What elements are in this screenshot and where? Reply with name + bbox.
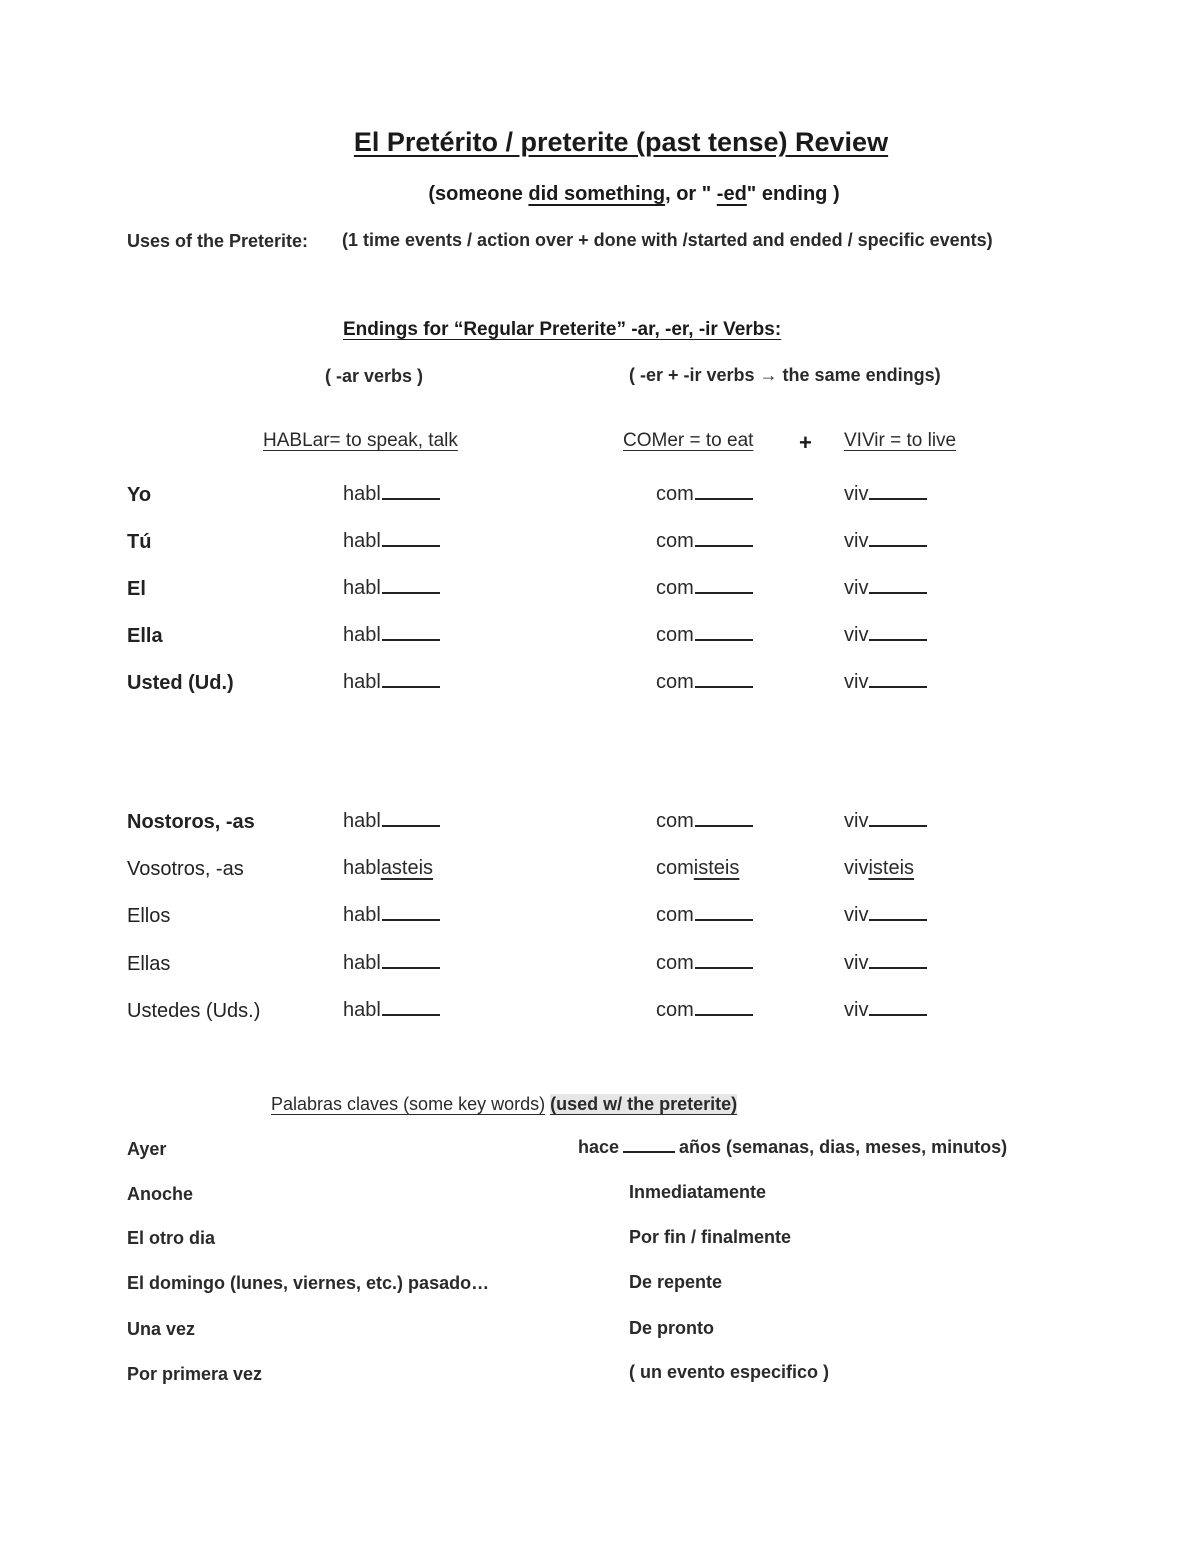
- stem-ir: viv: [844, 952, 869, 974]
- stem-er: com: [656, 999, 694, 1021]
- stem-ar: habl: [343, 530, 381, 552]
- hablar-ellas: [343, 952, 440, 975]
- answer-blank[interactable]: [382, 966, 440, 969]
- comer-yo: [656, 483, 753, 506]
- comer-ellos: [656, 904, 753, 927]
- answer-blank[interactable]: [869, 638, 927, 641]
- er-ir-note: ( -er + -ir verbs → the same endings): [629, 365, 941, 385]
- uses-text: (1 time events / action over + done with /started and ended / specific events): [342, 230, 993, 250]
- subtitle-prefix: (someone: [428, 183, 529, 205]
- hablar-el: [343, 577, 440, 600]
- pronoun-yo: Yo: [127, 484, 152, 506]
- keyword-left: Anoche: [127, 1184, 194, 1204]
- keyword-right: Por fin / finalmente: [629, 1227, 792, 1247]
- stem-er: com: [656, 857, 694, 879]
- answer-blank[interactable]: [382, 591, 440, 594]
- stem-ar: habl: [343, 483, 381, 505]
- stem-er: com: [656, 530, 694, 552]
- ending-ir: isteis: [868, 857, 915, 879]
- vivir-el: [844, 577, 927, 600]
- pronoun-usted: Usted (Ud.): [127, 672, 234, 694]
- ending-ar: asteis: [380, 857, 434, 879]
- stem-ar: habl: [343, 577, 381, 599]
- vivir-ellas: [844, 952, 927, 975]
- endings-heading: Endings for “Regular Preterite” -ar, -er, -ir Verbs:: [343, 319, 782, 340]
- keyword-right: Inmediatamente: [629, 1182, 767, 1202]
- stem-ar: habl: [343, 999, 381, 1021]
- page-title: El Pretérito / preterite (past tense) Review: [353, 127, 889, 157]
- keyword-left: Por primera vez: [127, 1364, 263, 1384]
- stem-ir: viv: [844, 624, 869, 646]
- answer-blank[interactable]: [382, 918, 440, 921]
- comer-nosotros: [656, 810, 753, 833]
- keywords-heading-text: Palabras claves (some key words): [271, 1094, 546, 1114]
- answer-blank[interactable]: [869, 685, 927, 688]
- keyword-left: Ayer: [127, 1139, 167, 1159]
- comer-heading: COMer = to eat: [623, 430, 754, 451]
- ar-note: ( -ar verbs ): [325, 366, 424, 386]
- hace-suffix: años (semanas, dias, meses, minutos): [679, 1137, 1008, 1157]
- ending-er: isteis: [693, 857, 740, 879]
- plus-sign: +: [799, 430, 812, 455]
- vivir-yo: [844, 483, 927, 506]
- hace-blank[interactable]: [623, 1150, 675, 1153]
- answer-blank[interactable]: [869, 918, 927, 921]
- vivir-heading: VIVir = to live: [844, 430, 957, 451]
- stem-ir: viv: [844, 999, 869, 1021]
- answer-blank[interactable]: [695, 497, 753, 500]
- stem-er: com: [656, 577, 694, 599]
- stem-ir: viv: [844, 671, 869, 693]
- subtitle-ed: -ed: [716, 183, 747, 205]
- stem-er: com: [656, 810, 694, 832]
- vivir-ellos: [844, 904, 927, 927]
- answer-blank[interactable]: [695, 544, 753, 547]
- pronoun-ella: Ella: [127, 625, 163, 647]
- keyword-right: ( un evento especifico ): [629, 1362, 830, 1382]
- answer-blank[interactable]: [695, 824, 753, 827]
- comer-el: [656, 577, 753, 600]
- stem-ir: viv: [844, 577, 869, 599]
- answer-blank[interactable]: [695, 591, 753, 594]
- pronoun-ellas: Ellas: [127, 953, 171, 975]
- answer-blank[interactable]: [869, 966, 927, 969]
- subtitle-middle: , or ": [665, 183, 717, 205]
- pronoun-nosotros: Nostoros, -as: [127, 811, 255, 833]
- answer-blank[interactable]: [382, 685, 440, 688]
- stem-er: com: [656, 624, 694, 646]
- vivir-vosotros: [844, 857, 914, 880]
- hablar-usted: [343, 671, 440, 694]
- stem-ar: habl: [343, 857, 381, 879]
- keyword-left: El otro dia: [127, 1228, 216, 1248]
- answer-blank[interactable]: [695, 685, 753, 688]
- comer-vosotros: [656, 857, 739, 880]
- answer-blank[interactable]: [695, 638, 753, 641]
- pronoun-ustedes: Ustedes (Uds.): [127, 1000, 261, 1022]
- answer-blank[interactable]: [695, 966, 753, 969]
- stem-ar: habl: [343, 810, 381, 832]
- vivir-tu: [844, 530, 927, 553]
- keywords-heading-highlight: (used w/ the preterite): [550, 1094, 738, 1114]
- hablar-yo: [343, 483, 440, 506]
- comer-ustedes: [656, 999, 753, 1022]
- keywords-heading: [271, 1094, 737, 1115]
- hablar-nosotros: [343, 810, 440, 833]
- comer-tu: [656, 530, 753, 553]
- stem-er: com: [656, 483, 694, 505]
- stem-er: com: [656, 952, 694, 974]
- answer-blank[interactable]: [382, 1013, 440, 1016]
- stem-ir: viv: [844, 530, 869, 552]
- comer-ella: [656, 624, 753, 647]
- vivir-nosotros: [844, 810, 927, 833]
- comer-usted: [656, 671, 753, 694]
- keyword-right: De repente: [629, 1272, 723, 1292]
- stem-ar: habl: [343, 624, 381, 646]
- hablar-ella: [343, 624, 440, 647]
- answer-blank[interactable]: [695, 1013, 753, 1016]
- answer-blank[interactable]: [869, 1013, 927, 1016]
- keyword-hace: [578, 1137, 1007, 1158]
- answer-blank[interactable]: [869, 824, 927, 827]
- subtitle-underlined: did something: [528, 183, 666, 205]
- answer-blank[interactable]: [869, 591, 927, 594]
- keyword-left: Una vez: [127, 1319, 196, 1339]
- answer-blank[interactable]: [869, 497, 927, 500]
- vivir-usted: [844, 671, 927, 694]
- answer-blank[interactable]: [869, 544, 927, 547]
- keyword-left: El domingo (lunes, viernes, etc.) pasado…: [127, 1273, 490, 1293]
- answer-blank[interactable]: [382, 544, 440, 547]
- stem-ar: habl: [343, 952, 381, 974]
- stem-er: com: [656, 904, 694, 926]
- keyword-right: De pronto: [629, 1318, 714, 1338]
- stem-ar: habl: [343, 904, 381, 926]
- pronoun-el: El: [127, 578, 146, 600]
- stem-ir: viv: [844, 483, 869, 505]
- hace-text: hace: [578, 1137, 620, 1157]
- stem-ir: viv: [844, 904, 869, 926]
- comer-ellas: [656, 952, 753, 975]
- hablar-ustedes: [343, 999, 440, 1022]
- pronoun-tu: Tú: [127, 531, 152, 553]
- hablar-vosotros: [343, 857, 433, 880]
- uses-label: Uses of the Preterite:: [127, 231, 309, 251]
- hablar-ellos: [343, 904, 440, 927]
- pronoun-ellos: Ellos: [127, 905, 171, 927]
- stem-er: com: [656, 671, 694, 693]
- subtitle: [0, 183, 1200, 206]
- vivir-ustedes: [844, 999, 927, 1022]
- answer-blank[interactable]: [382, 824, 440, 827]
- vivir-ella: [844, 624, 927, 647]
- subtitle-suffix: " ending ): [746, 183, 840, 205]
- answer-blank[interactable]: [382, 497, 440, 500]
- pronoun-vosotros: Vosotros, -as: [127, 858, 244, 880]
- answer-blank[interactable]: [695, 918, 753, 921]
- hablar-heading: HABLar= to speak, talk: [263, 430, 458, 451]
- stem-ar: habl: [343, 671, 381, 693]
- answer-blank[interactable]: [382, 638, 440, 641]
- hablar-tu: [343, 530, 440, 553]
- stem-ir: viv: [844, 857, 869, 879]
- stem-ir: viv: [844, 810, 869, 832]
